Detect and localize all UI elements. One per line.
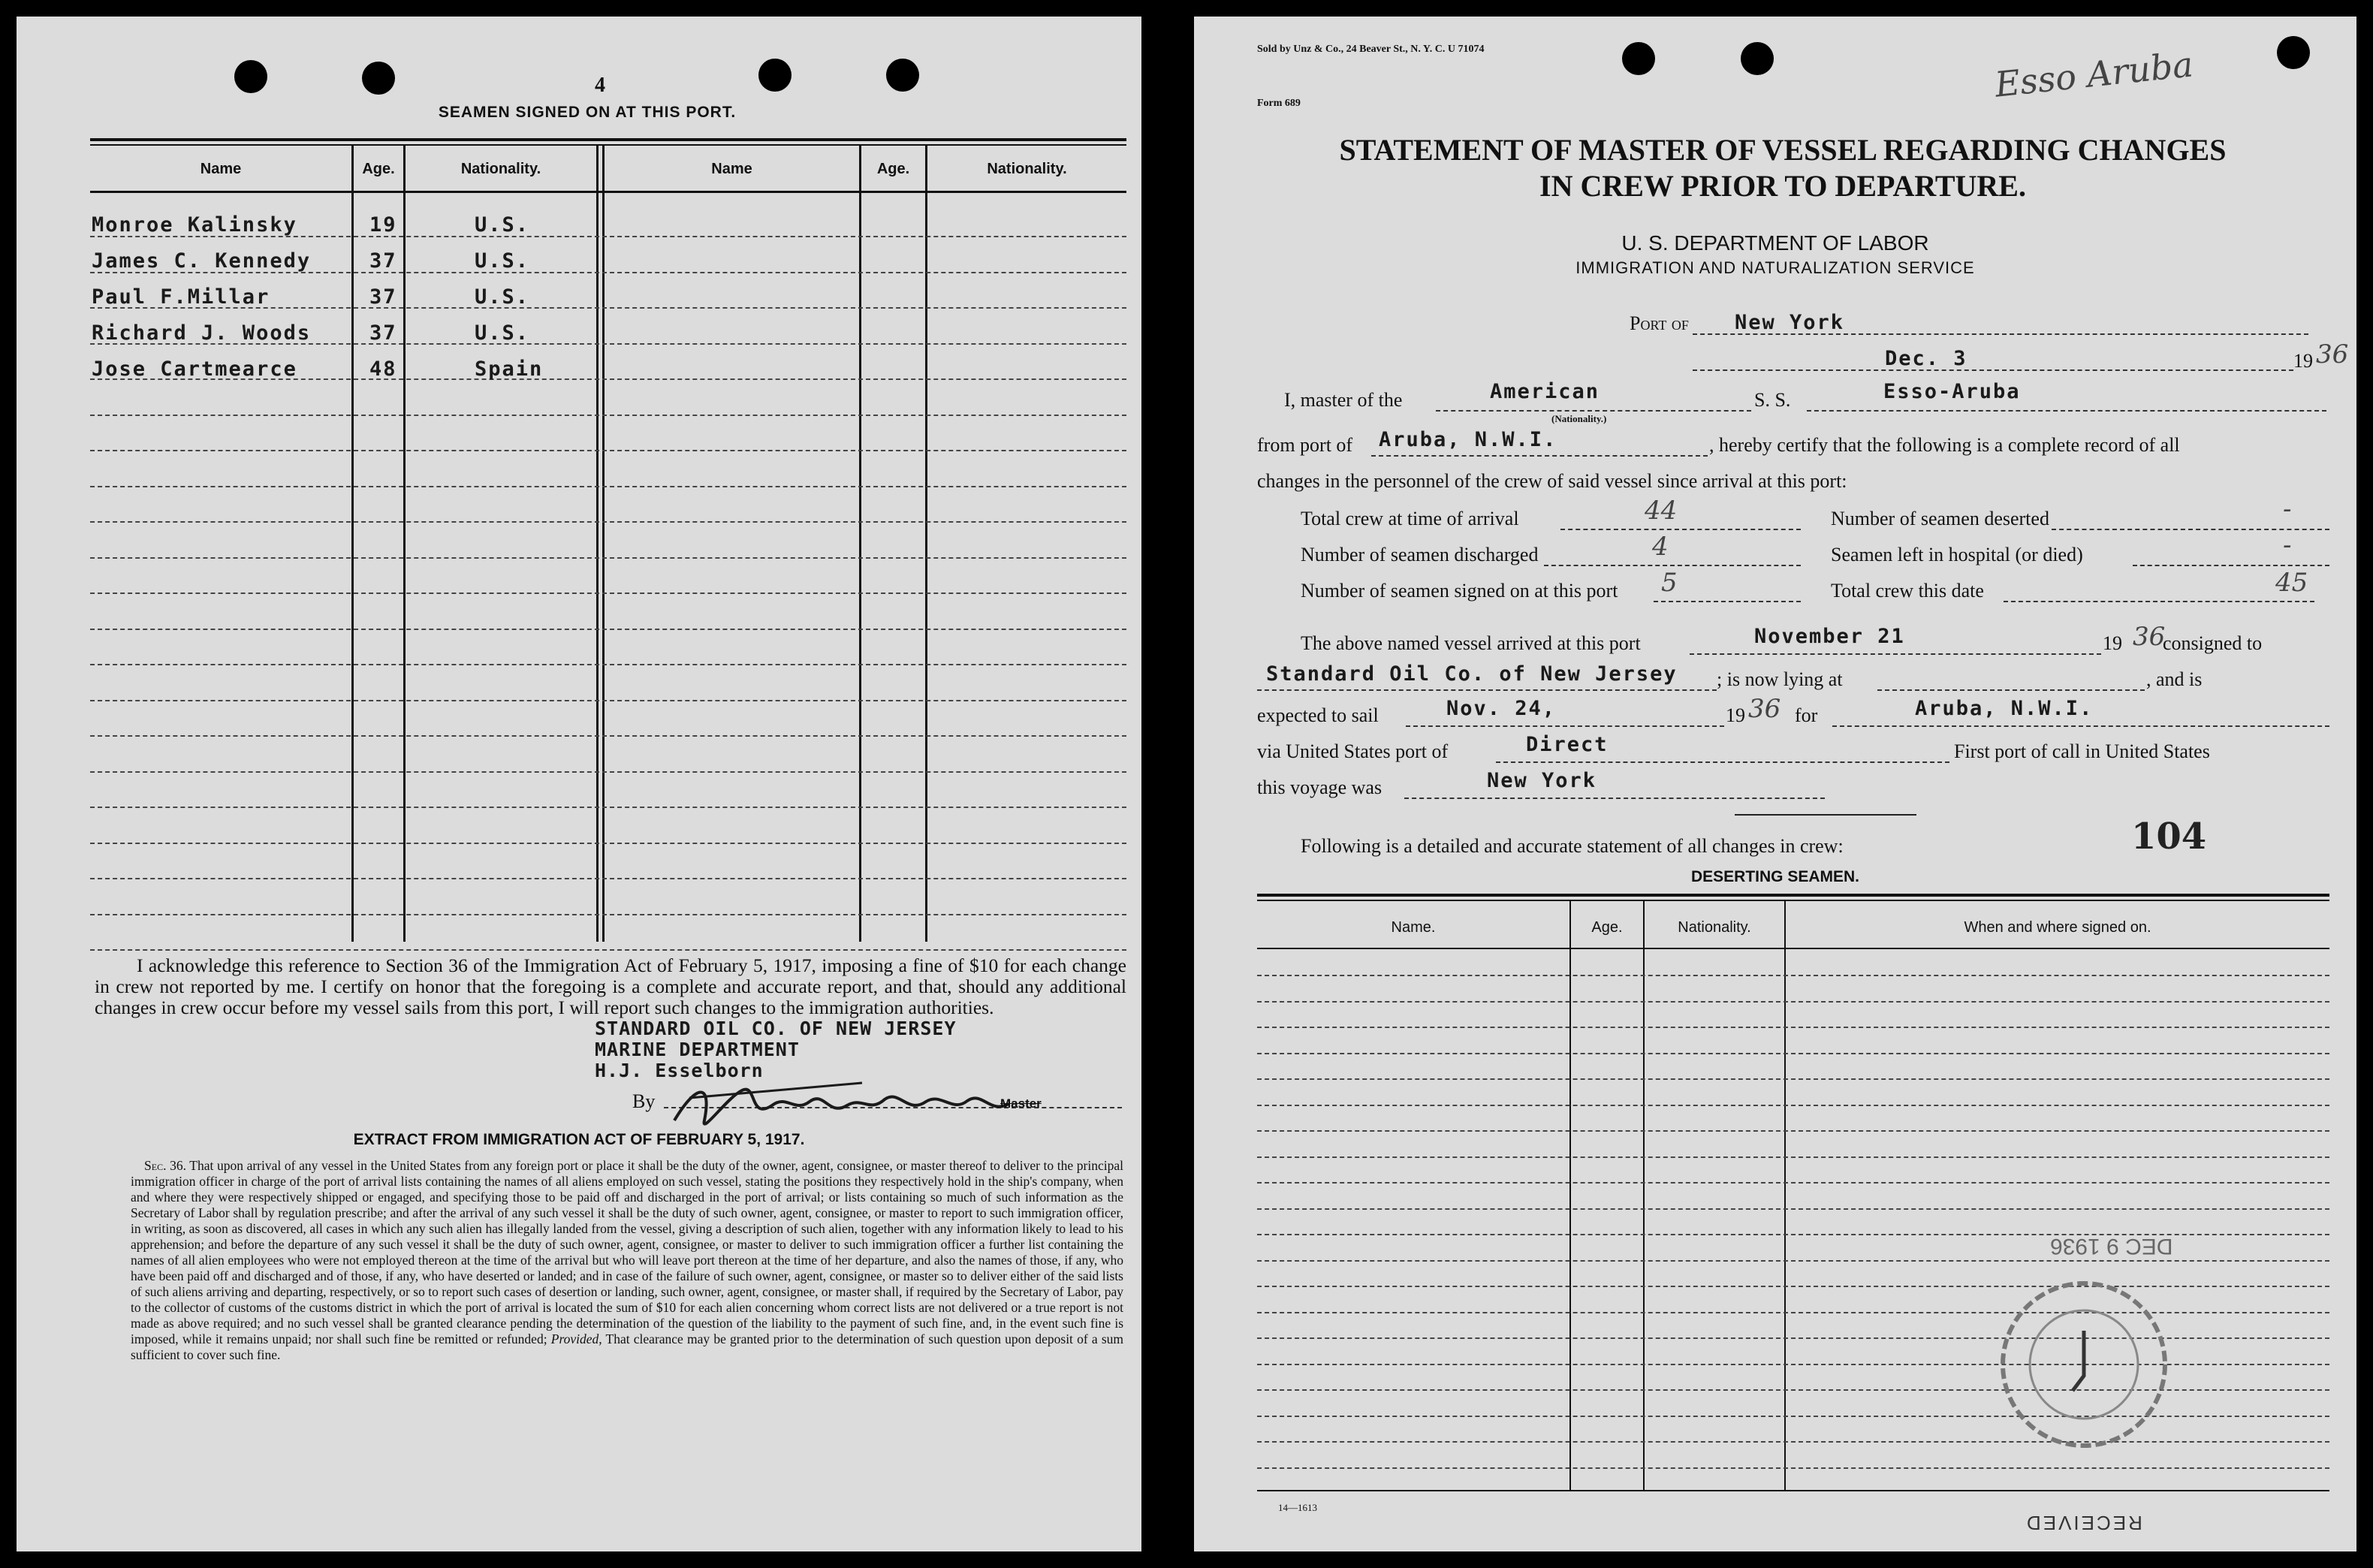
form-row-line xyxy=(90,557,1126,559)
arrived-line xyxy=(1690,653,2101,655)
crew-age: 37 xyxy=(369,285,397,309)
form-row-line xyxy=(1257,1130,2329,1132)
form-row-line xyxy=(90,629,1126,630)
column-divider xyxy=(351,146,354,942)
stat-value: 5 xyxy=(1661,568,1678,598)
extract-title: EXTRACT FROM IMMIGRATION ACT OF FEBRUARY 5, 1917. xyxy=(353,1131,805,1148)
form-row-line xyxy=(90,843,1126,844)
form-number: Form 689 xyxy=(1257,98,1301,109)
via-line xyxy=(1496,761,1949,763)
table-top-rule xyxy=(90,144,1126,146)
consignee-value: Standard Oil Co. of New Jersey xyxy=(1266,662,1678,686)
lying-label: ; is now lying at xyxy=(1717,668,1843,690)
stat-value: 44 xyxy=(1645,496,1678,526)
punch-hole xyxy=(758,59,792,92)
form-row-line xyxy=(1257,1208,2329,1210)
year-prefix: 19 xyxy=(1726,704,1745,726)
stat-label: Seamen left in hospital (or died) xyxy=(1831,544,2083,565)
destination: Aruba, N.W.I. xyxy=(1915,697,2094,720)
via-label: via United States port of xyxy=(1257,740,1449,762)
form-row-line xyxy=(90,593,1126,594)
department: U. S. DEPARTMENT OF LABOR xyxy=(1621,231,1929,255)
from-port-line xyxy=(1371,455,1708,457)
form-row-line xyxy=(90,807,1126,808)
sail-date-line xyxy=(1406,725,1724,727)
crew-name: James C. Kennedy xyxy=(92,249,312,273)
consigned-label: consigned to xyxy=(2163,632,2263,654)
form-row-line xyxy=(90,486,1126,487)
form-row-line xyxy=(1257,1053,2329,1054)
crew-nationality: U.S. xyxy=(475,213,530,237)
ship-name-line xyxy=(1807,410,2326,412)
expected-label: expected to sail xyxy=(1257,704,1379,726)
form-title xyxy=(1239,132,2326,204)
form-row-line xyxy=(90,878,1126,879)
first-port-label: First port of call in United States xyxy=(1954,740,2210,762)
column-divider xyxy=(859,146,861,942)
column-header-age: Age. xyxy=(1591,919,1623,936)
form-row-line xyxy=(1257,975,2329,976)
following-label: Following is a detailed and accurate statement of all changes in crew: xyxy=(1301,835,1844,857)
column-divider xyxy=(1784,901,1786,1490)
punch-hole xyxy=(1741,42,1774,75)
form-row-line xyxy=(90,914,1126,915)
arrived-label: The above named vessel arrived at this port xyxy=(1301,632,1641,654)
sail-date: Nov. 24, xyxy=(1446,697,1557,720)
table-header-rule xyxy=(1257,948,2329,949)
table-top-rule xyxy=(1257,900,2329,901)
master-of-label: I, master of the xyxy=(1284,389,1403,411)
form-row-line xyxy=(1257,1156,2329,1158)
section-label: Sec. 36. xyxy=(144,1158,186,1173)
form-row-line xyxy=(90,521,1126,523)
consignee-line xyxy=(1257,689,1717,691)
form-row-line xyxy=(1257,1467,2329,1469)
provided-label: Provided, xyxy=(550,1331,602,1346)
form-row-line xyxy=(1257,1078,2329,1080)
year-prefix: 19 xyxy=(2103,632,2122,654)
voyage-label: this voyage was xyxy=(1257,776,1382,798)
stat-line xyxy=(1654,601,1801,602)
title-line: STATEMENT OF MASTER OF VESSEL REGARDING CHANGES xyxy=(1339,133,2227,167)
crew-age: 48 xyxy=(369,357,397,381)
table-bottom-rule xyxy=(1257,1490,2329,1491)
certify-text: , hereby certify that the following is a complete record of all xyxy=(1709,434,2180,456)
column-header-name: Name xyxy=(200,161,242,177)
table-top-rule xyxy=(1257,894,2329,897)
table-header-rule xyxy=(90,191,1126,193)
stat-label: Number of seamen discharged xyxy=(1301,544,1539,565)
crew-name: Richard J. Woods xyxy=(92,321,312,345)
form-row-line xyxy=(90,949,1126,951)
master-label: Master xyxy=(1000,1096,1042,1111)
form-row-line xyxy=(90,664,1126,665)
deserting-title: DESERTING SEAMEN. xyxy=(1690,868,1860,885)
left-page xyxy=(17,17,1141,1551)
column-header-name: Name xyxy=(711,161,752,177)
column-header-name: Name. xyxy=(1391,919,1436,936)
acknowledgement-text: I acknowledge this reference to Section 36 of the Immigration Act of February 5, 1917, imposing a fine of $10 for each change in crew not reported by me. I certify on honor that the foregoing is a complete and accurate report, and that, should any additional changes in crew occur before my vessel sails from this port, I will report such changes to the immigration authorities. xyxy=(95,954,1126,1018)
column-divider xyxy=(925,146,927,942)
port-of-value: New York xyxy=(1735,311,1845,334)
extract-body xyxy=(131,1158,1123,1363)
column-divider xyxy=(602,146,605,942)
form-row-line xyxy=(1257,1182,2329,1184)
punch-hole xyxy=(2277,36,2310,69)
stat-label: Number of seamen signed on at this port xyxy=(1301,580,1618,602)
stat-line xyxy=(2004,601,2314,602)
stamp-line: STANDARD OIL CO. OF NEW JERSEY xyxy=(595,1018,957,1039)
crew-name: Paul F.Millar xyxy=(92,285,270,309)
right-page xyxy=(1194,17,2356,1551)
page-number: 4 xyxy=(595,74,605,97)
form-row-line xyxy=(1257,1260,2329,1262)
crew-age: 19 xyxy=(369,213,397,237)
lying-line xyxy=(1877,689,2145,691)
date-line xyxy=(1693,369,2293,371)
column-header-nationality: Nationality. xyxy=(1678,919,1751,936)
handwritten-number: 104 xyxy=(2131,816,2207,858)
crew-name: Jose Cartmearce xyxy=(92,357,297,381)
stat-label: Total crew this date xyxy=(1831,580,1984,602)
crew-nationality: Spain xyxy=(475,357,544,381)
date-stamp: DEC 9 1936 xyxy=(2050,1234,2173,1259)
stamp-line: MARINE DEPARTMENT xyxy=(595,1039,800,1060)
signed-on-title: SEAMEN SIGNED ON AT THIS PORT. xyxy=(438,104,737,121)
stat-line xyxy=(1560,529,1801,530)
ss-label: S. S. xyxy=(1754,389,1791,411)
column-divider xyxy=(1569,901,1571,1490)
form-code: 14—1613 xyxy=(1278,1502,1317,1513)
stat-value: - xyxy=(2283,494,2292,524)
stat-value: - xyxy=(2283,530,2292,560)
column-header-age: Age. xyxy=(876,161,910,177)
port-of-label: Port of xyxy=(1630,312,1689,334)
form-row-line xyxy=(90,735,1126,737)
arrived-year: 36 xyxy=(2133,622,2166,652)
date-value: Dec. 3 xyxy=(1885,347,1967,370)
extract-text: That upon arrival of any vessel in the United States from any foreign port or place it shall be the duty of the owner, agent, consignee, or master thereof to deliver to the principal immigration officer in charge of the port of arrival lists containing the names of all aliens employed on such vessel, stating the positions they respectively hold in the ship's company, when and where they were respectively shipped or engaged, and specifying those to be paid off and discharged in the port of arrival; or lists containing so much of such information as the Secretary of Labor shall by regulation prescribe; and after the arrival of any such vessel it shall be the duty of such owner, agent, consignee, or master to report to such immigration officer, in writing, as soon as discovered, all cases in which any such alien has illegally landed from the vessel, giving a description of such alien, together with any information likely to lead to his apprehension; and before the departure of any such vessel it shall be the duty of such owner, agent, consignee, or master to deliver to such immigration officer a further list containing the names of all alien employees who were not employed thereon at the time of the arrival but who will leave port thereon at the time of her departure, and also the names of those, if any, who have been paid off and discharged and of those, if any, who have deserted or landed; and in case of the failure of such owner, agent, consignee, or master so to deliver either of the said lists of such aliens arriving and departing, respectively, or so to report such cases of desertion or landing, such owner, agent, consignee, or master shall, if required by the Secretary of Labor, pay to the collector of customs of the customs district in which the port of arrival is located the sum of $10 for each alien concerning whom correct lists are not delivered or a true report is not made as above required; and no such vessel shall be granted clearance pending the determination of the question of the liability to the payment of such fine, and, in the event such fine is imposed, while it remains unpaid; nor shall such fine be remitted or refunded; xyxy=(131,1158,1123,1346)
stat-label: Total crew at time of arrival xyxy=(1301,508,1519,529)
stat-value: 45 xyxy=(2275,568,2308,598)
form-row-line xyxy=(90,700,1126,701)
column-divider xyxy=(1643,901,1645,1490)
column-divider xyxy=(596,146,599,942)
stamp-line: H.J. Esselborn xyxy=(595,1060,764,1081)
crew-name: Monroe Kalinsky xyxy=(92,213,297,237)
punch-hole xyxy=(234,60,267,93)
nationality-caption: (Nationality.) xyxy=(1551,413,1607,424)
crew-nationality: U.S. xyxy=(475,285,530,309)
crew-nationality: U.S. xyxy=(475,249,530,273)
changes-text: changes in the personnel of the crew of said vessel since arrival at this port: xyxy=(1257,470,1847,492)
ship-name: Esso-Aruba xyxy=(1883,380,2021,403)
voyage-line xyxy=(1404,798,1825,799)
form-row-line xyxy=(1257,1105,2329,1106)
form-row-line xyxy=(1257,1001,2329,1003)
destination-line xyxy=(1832,725,2329,727)
voyage-value: New York xyxy=(1487,769,1597,792)
column-header-nationality: Nationality. xyxy=(987,161,1067,177)
title-line: IN CREW PRIOR TO DEPARTURE. xyxy=(1539,169,2026,203)
sail-year: 36 xyxy=(1748,694,1781,724)
section-divider xyxy=(1735,814,1916,816)
punch-hole xyxy=(1622,42,1655,75)
nationality-value: American xyxy=(1490,380,1600,403)
received-stamp: RECEIVED xyxy=(2025,1512,2142,1534)
from-port-value: Aruba, N.W.I. xyxy=(1379,428,1557,451)
form-row-line xyxy=(90,771,1126,773)
punch-hole xyxy=(886,59,919,92)
stat-label: Number of seamen deserted xyxy=(1831,508,2049,529)
nationality-line xyxy=(1436,410,1751,412)
crew-age: 37 xyxy=(369,249,397,273)
stat-value: 4 xyxy=(1652,532,1669,562)
punch-hole xyxy=(362,62,395,95)
table-top-rule xyxy=(90,138,1126,141)
year-prefix: 19 xyxy=(2293,350,2313,372)
for-label: for xyxy=(1795,704,1818,726)
form-row-line xyxy=(90,450,1126,451)
via-value: Direct xyxy=(1526,733,1609,756)
service: IMMIGRATION AND NATURALIZATION SERVICE xyxy=(1575,258,1975,277)
circular-seal xyxy=(1998,1278,2170,1451)
and-is-label: , and is xyxy=(2146,668,2203,690)
column-divider xyxy=(403,146,406,942)
form-row-line xyxy=(90,415,1126,416)
crew-age: 37 xyxy=(369,321,397,345)
column-header-signed-on: When and where signed on. xyxy=(1964,919,2151,936)
by-label: By xyxy=(632,1090,656,1112)
column-header-age: Age. xyxy=(362,161,395,177)
stat-line xyxy=(2133,565,2329,566)
arrived-value: November 21 xyxy=(1754,625,1905,648)
column-header-nationality: Nationality. xyxy=(460,161,541,177)
form-row-line xyxy=(1257,1027,2329,1028)
year-value: 36 xyxy=(2316,339,2349,369)
sold-by-imprint: Sold by Unz & Co., 24 Beaver St., N. Y. C. U 71074 xyxy=(1257,44,1485,55)
stat-line xyxy=(1544,565,1801,566)
from-port-label: from port of xyxy=(1257,434,1353,456)
handwritten-note: Esso Aruba xyxy=(1992,44,2195,105)
crew-nationality: U.S. xyxy=(475,321,530,345)
extract-tail: That clearance may be granted prior to the determination of such question upon deposit of a sum sufficient to cover such fine. xyxy=(131,1331,1123,1362)
